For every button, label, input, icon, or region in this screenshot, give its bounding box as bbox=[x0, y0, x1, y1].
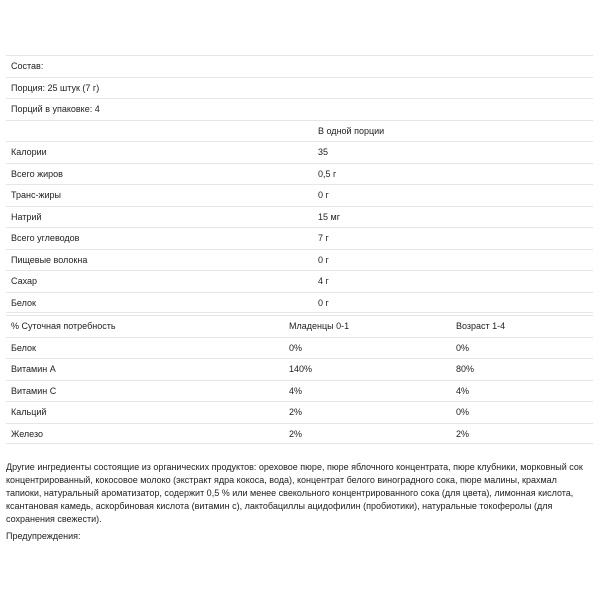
other-ingredients: Другие ингредиенты состоящие из органических продуктов: ореховое пюре, пюре яблочного концентрата, пюре клубники, морковный сок концентрированный, кокосовое молоко (экстракт ядра кокоса, вода), концентрат белого виноградного сока, пюре малины, крахмал тапиоки, натуральный ароматизатор, содержит 0,5 % или менее свекольного концентрированного сока (для цвета), лимонная кислота, ксантановая камедь, аскорбиновая кислота (витамин с), лактобациллы ацидофилин (пробиотики), натуральные токоферолы (для сохранения свежести). bbox=[6, 462, 583, 524]
daily-age-value: 80% bbox=[456, 364, 475, 374]
daily-row-vitamin-c bbox=[6, 380, 593, 402]
daily-infants-value: 0% bbox=[289, 342, 303, 353]
daily-row-iron bbox=[6, 423, 593, 445]
daily-nutrient-name: Железо bbox=[11, 428, 43, 439]
nutrient-row-sodium bbox=[6, 206, 593, 228]
nutrient-row-calories bbox=[6, 141, 593, 163]
nutrient-value: 15 мг bbox=[318, 211, 340, 222]
daily-value-header: % Суточная потребность bbox=[11, 321, 116, 331]
warnings-label: Предупреждения: bbox=[6, 531, 81, 541]
nutrient-row-trans-fat bbox=[6, 184, 593, 206]
daily-row-calcium bbox=[6, 401, 593, 423]
age-column-header: Возраст 1-4 bbox=[456, 321, 506, 331]
serving-size: Порция: 25 штук (7 г) bbox=[11, 82, 100, 93]
servings-per-pack: Порций в упаковке: 4 bbox=[11, 104, 100, 114]
nutrient-row-total-carbs bbox=[6, 227, 593, 249]
nutrient-name: Белок bbox=[11, 297, 36, 308]
daily-nutrient-name: Витамин А bbox=[11, 364, 56, 374]
daily-nutrient-name: Витамин С bbox=[11, 385, 57, 396]
daily-age-value: 0% bbox=[456, 342, 470, 353]
daily-age-value: 2% bbox=[456, 428, 470, 439]
daily-infants-value: 2% bbox=[289, 428, 303, 439]
daily-infants-value: 140% bbox=[289, 364, 313, 374]
nutrient-row-fiber bbox=[6, 249, 593, 271]
nutrition-facts-table bbox=[6, 55, 593, 444]
infants-column-header: Младенцы 0-1 bbox=[289, 321, 350, 331]
servings-per-pack-row bbox=[6, 98, 593, 120]
nutrient-name: Калории bbox=[11, 147, 47, 157]
nutrient-name: Всего жиров bbox=[11, 168, 63, 179]
daily-value-header-row bbox=[6, 315, 593, 337]
daily-row-protein bbox=[6, 337, 593, 359]
daily-age-value: 0% bbox=[456, 407, 470, 417]
composition-row bbox=[6, 55, 593, 77]
nutrient-value: 35 bbox=[318, 147, 329, 157]
daily-infants-value: 2% bbox=[289, 407, 303, 417]
nutrient-value: 0,5 г bbox=[318, 168, 337, 179]
nutrient-row-total-fat bbox=[6, 163, 593, 185]
nutrient-value: 4 г bbox=[318, 276, 329, 286]
nutrient-name: Всего углеводов bbox=[11, 233, 80, 243]
nutrient-name: Пищевые волокна bbox=[11, 254, 88, 265]
nutrient-row-protein bbox=[6, 292, 593, 314]
serving-size-row bbox=[6, 77, 593, 99]
daily-age-value: 4% bbox=[456, 385, 470, 396]
daily-nutrient-name: Кальций bbox=[11, 407, 47, 417]
nutrient-name: Натрий bbox=[11, 211, 42, 222]
nutrient-row-sugar bbox=[6, 270, 593, 292]
nutrient-value: 0 г bbox=[318, 190, 329, 200]
composition-label: Состав: bbox=[11, 61, 44, 71]
nutrient-value: 0 г bbox=[318, 254, 329, 265]
nutrient-value: 0 г bbox=[318, 297, 329, 308]
nutrient-name: Сахар bbox=[11, 276, 38, 286]
nutrient-name: Транс-жиры bbox=[11, 190, 61, 200]
per-serving-header-row bbox=[6, 120, 593, 142]
per-serving-header: В одной порции bbox=[318, 125, 385, 136]
nutrient-value: 7 г bbox=[318, 233, 329, 243]
daily-infants-value: 4% bbox=[289, 385, 303, 396]
daily-row-vitamin-a bbox=[6, 358, 593, 380]
daily-nutrient-name: Белок bbox=[11, 342, 36, 353]
